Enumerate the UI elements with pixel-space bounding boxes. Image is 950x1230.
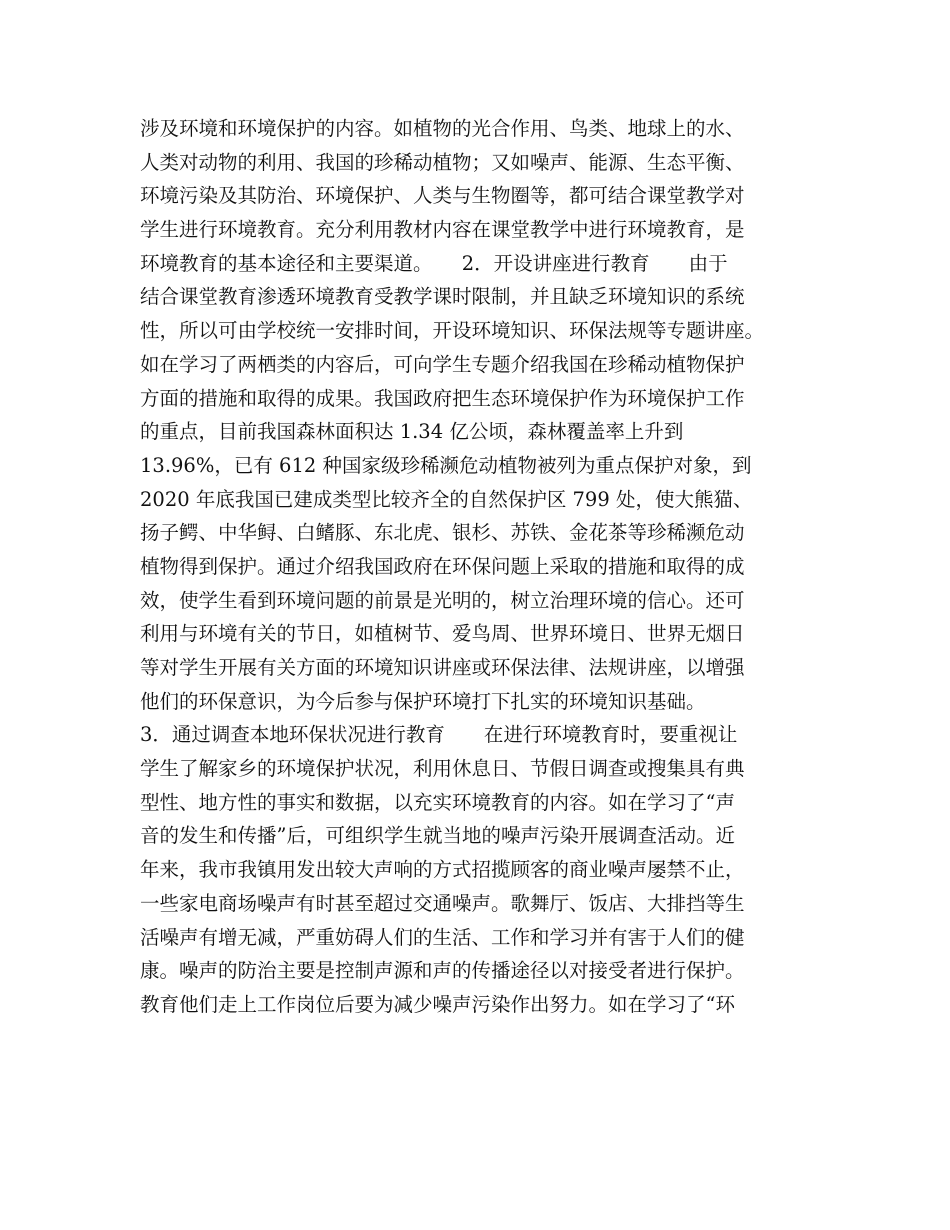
text-line: 环境污染及其防治、环境保护、人类与生物圈等，都可结合课堂教学对 [140,184,745,208]
text-line: 环境教育的基本途径和主要渠道。 2．开设讲座进行教育 由于 [140,251,728,275]
text-line: 年来，我市我镇用发出较大声响的方式招揽顾客的商业噪声屡禁不止， [140,858,745,882]
text-line: 利用与环境有关的节日，如植树节、爱鸟周、世界环境日、世界无烟日 [140,622,745,646]
text-line: 型性、地方性的事实和数据，以充实环境教育的内容。如在学习了“声 [140,790,735,814]
text-line: 性，所以可由学校统一安排时间，开设环境知识、环保法规等专题讲座。 [140,319,765,343]
text-line: 教育他们走上工作岗位后要为减少噪声污染作出努力。如在学习了“环 [140,992,735,1016]
text-line: 学生了解家乡的环境保护状况，利用休息日、节假日调查或搜集具有典 [140,757,745,781]
text-line: 学生进行环境教育。充分利用教材内容在课堂教学中进行环境教育，是 [140,218,745,242]
text-line: 3．通过调查本地环保状况进行教育 在进行环境教育时，要重视让 [140,723,738,747]
text-line: 2020 年底我国已建成类型比较齐全的自然保护区 799 处，使大熊猫、 [140,487,753,511]
text-line: 方面的措施和取得的成果。我国政府把生态环境保护作为环境保护工作 [140,386,745,410]
text-line: 人类对动物的利用、我国的珍稀动植物；又如噪声、能源、生态平衡、 [140,150,745,174]
text-line: 音的发生和传播”后，可组织学生就当地的噪声污染开展调查活动。近 [140,824,735,848]
text-line: 他们的环保意识，为今后参与保护环境打下扎实的环境知识基础。 [140,689,706,713]
text-line: 结合课堂教育渗透环境教育受教学课时限制，并且缺乏环境知识的系统 [140,285,745,309]
text-line: 扬子鳄、中华鲟、白鳍豚、东北虎、银杉、苏铁、金花茶等珍稀濒危动 [140,521,745,545]
text-line: 效，使学生看到环境问题的前景是光明的，树立治理环境的信心。还可 [140,588,745,612]
text-line: 康。噪声的防治主要是控制声源和声的传播途径以对接受者进行保护。 [140,959,745,983]
body-text [140,112,830,1022]
text-line: 活噪声有增无减，严重妨碍人们的生活、工作和学习并有害于人们的健 [140,925,745,949]
text-line: 植物得到保护。通过介绍我国政府在环保问题上采取的措施和取得的成 [140,554,745,578]
text-line: 的重点，目前我国森林面积达 1.34 亿公顷，森林覆盖率上升到 [140,420,684,444]
text-line: 等对学生开展有关方面的环境知识讲座或环保法律、法规讲座，以增强 [140,656,745,679]
text-line: 13.96%，已有 612 种国家级珍稀濒危动植物被列为重点保护对象，到 [140,453,752,477]
text-line: 涉及环境和环境保护的内容。如植物的光合作用、鸟类、地球上的水、 [140,117,745,140]
text-line: 如在学习了两栖类的内容后，可向学生专题介绍我国在珍稀动植物保护 [140,352,745,376]
text-line: 一些家电商场噪声有时甚至超过交通噪声。歌舞厅、饭店、大排挡等生 [140,891,745,915]
